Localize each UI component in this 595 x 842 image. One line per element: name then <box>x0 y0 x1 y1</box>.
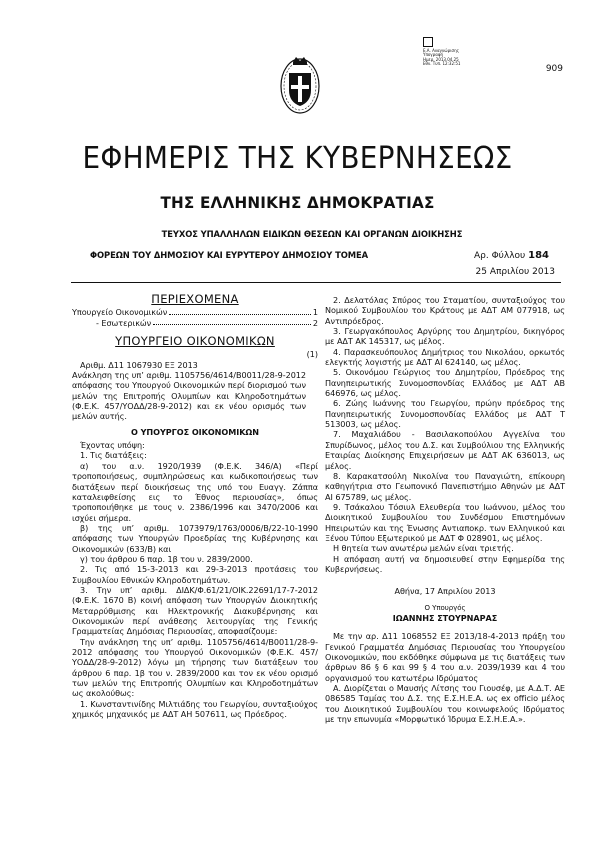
sheet-label: Αρ. Φύλλου <box>474 251 526 261</box>
body-paragraph: α) του α.ν. 1920/1939 (Φ.Ε.Κ. 346/Α) «Περί τροποποιήσεως, συμπληρώσεως και κωδικοποιήσεως των διατάξεων περί διοικήσεως της υπό του Ευαγγ. Ζάππα καταλειφθείσης εις το Έθνος περιουσίας», όπως τροποποιήθηκε με τους ν. 2386/1996 και 3470/2006 και ισχύει σήμερα. <box>72 460 318 523</box>
signature-name: ΙΩΑΝΝΗΣ ΣΤΟΥΡΝΑΡΑΣ <box>392 612 498 623</box>
toc-title: ΠΕΡΙΕΧΟΜΕΝΑ <box>151 292 239 306</box>
stamp-line: Ημερ. 2013.04.25 <box>423 56 459 62</box>
gazette-title: ΕΦΗΜΕΡΙΣ ΤΗΣ ΚΥΒΕΡΝΗΣΕΩΣ <box>82 141 513 176</box>
body-paragraph: 1. Τις διατάξεις: <box>80 450 147 461</box>
item-number: (1) <box>306 349 318 360</box>
body-paragraph: 1. Κωνσταντινίδης Μιλτιάδης του Γεωργίου, συνταξιούχος χημικός μηχανικός με ΑΔΤ ΑΗ 507611, ως Πρόεδρος. <box>72 698 318 720</box>
decision-description: Ανάκληση της υπ’ αριθμ. 1105756/4614/Β0011/28-9-2012 απόφασης του Υπουργού Οικονομικών περί διορισμού των μελών της Επιτροπής Ολυμπίων και Κληροδοτημάτων (Φ.Ε.Κ. 457/ΥΟΔΔ/28-9-2012) και εκ νέου ορισμός των μελών αυτής. <box>72 370 306 422</box>
body-paragraph: 3. Την υπ’ αριθμ. ΔΙΔΚ/Φ.61/21/ΟΙΚ.22691/17-7-2012 (Φ.Ε.Κ. 1670 Β) κοινή απόφαση των Υπουργών Διοικητικής Μεταρρύθμισης και Ηλεκτρονικής Διακυβέρνησης και Οικονομικών περί ανάθεσης λειτουργίας της Γενικής Γραμματείας Δημόσιας Περιουσίας, αποφασίζουμε: <box>72 584 318 637</box>
stamp-line: Εθν. Τυπ. 12:32:51 <box>423 61 461 67</box>
qr-icon <box>423 37 433 47</box>
left-column <box>72 294 318 719</box>
minister-heading: Ο ΥΠΟΥΡΓΟΣ ΟΙΚΟΝΟΜΙΚΩΝ <box>131 426 259 437</box>
member-entry: 2. Δελατόλας Σπύρος του Σταματίου, συνταξιούχος του Νομικού Συμβουλίου του Κράτους με ΑΔΤ ΑΜ 077918, ως Αντιπρόεδρος. <box>325 295 565 326</box>
body-paragraph: γ) του άρθρου 6 παρ. 1β του ν. 2839/2000. <box>80 553 253 564</box>
body-paragraph: Η απόφαση αυτή να δημοσιευθεί στην Εφημερίδα της Κυβερνήσεως. <box>325 553 565 574</box>
issue-type-line1: ΤΕΥΧΟΣ ΥΠΑΛΛΗΛΩΝ ΕΙΔΙΚΩΝ ΘΕΣΕΩΝ ΚΑΙ ΟΡΓΑΝΩΝ ΔΙΟΙΚΗΣΗΣ <box>161 229 463 239</box>
sheet-value: 184 <box>528 250 549 261</box>
digital-signature-stamp <box>423 37 461 69</box>
ministry-heading: ΥΠΟΥΡΓΕΙΟ ΟΙΚΟΝΟΜΙΚΩΝ <box>115 334 275 349</box>
member-entry: 9. Τσάκαλου Τόσιυλ Ελευθερία του Ιωάννου, μέλος του Διοικητικού Συμβουλίου του Συνδέσμου Επιστημόνων Ηπειρωτών και της Ένωσης Αντιαποκρ. των Ελληνικού και Ξένου Τύπου Εξωτερικού με ΑΔΤ Φ 028901, ως μέλος. <box>325 501 565 543</box>
toc-entry[interactable]: - Εσωτερικών 2 <box>96 317 318 328</box>
member-entry: 6. Ζώης Ιωάννης του Γεωργίου, πρώην πρόεδρος της Πανηπειρωτικής Συνομοσπονδίας Ελλάδος με ΑΔΤ Τ 513003, ως μέλος. <box>325 398 565 430</box>
page-number: 909 <box>545 64 563 74</box>
toc-entry[interactable]: Υπουργείο Οικονομικών 1 <box>72 307 318 318</box>
body-paragraph: Την ανάκληση της υπ’ αριθμ. 1105756/4614/Β0011/28-9-2012 απόφασης του Υπουργού Οικονομικών (Φ.Ε.Κ. 457/ΥΟΔΔ/28-9-2012) λόγω μη τήρησης των διατάξεων του άρθρου 6 παρ. 1β του ν. 2839/2000 και τον εκ νέου ορισμό των μελών της Επιτροπής Ολυμπίων και Κληροδοτημάτων ως ακολούθως: <box>72 636 318 699</box>
signature-date: Αθήνα, 17 Απριλίου 2013 <box>394 586 496 597</box>
body-paragraph: Με την αρ. Δ11 1068552 ΕΞ 2013/18-4-2013 πράξη του Γενικού Γραμματέα Δημόσιας Περιουσίας του Υπουργείου Οικονομικών, που εκδόθηκε σύμφωνα με τις διατάξεις των άρθρων 86 § 6 και 99 § 4 του α.ν. 2039/1939 και 4 του οργανισμού του κατωτέρω Ιδρύματος <box>325 631 565 683</box>
member-entry: 5. Οικονόμου Γεώργιος του Δημητρίου, Πρόεδρος της Πανηπειρωτικής Συνομοσπονδίας Ελλάδος με ΑΔΤ ΑΒ 646976, ως μέλος. <box>325 367 565 399</box>
member-entry: 8. Καρακατσούλη Νικολίνα του Παναγιώτη, επίκουρη καθηγήτρια στο Γεωπονικό Πανεπιστήμιο Αθηνών με ΑΔΤ ΑΙ 675789, ως μέλος. <box>325 470 565 502</box>
body-paragraph: Α. Διορίζεται ο Μαυσής Λίτσης του Γιουσέφ, με Α.Δ.Τ. ΑΕ 086585 Ταμίας του Δ.Σ. της Ε.Σ.Η.Ε.Α. ως ex officio μέλος του Διοικητικού Συμβουλίου του κοινωφελούς Ιδρύματος με την επωνυμία «Μορφωτικό Ίδρυμα Ε.Σ.Η.Ε.Α.». <box>325 683 565 725</box>
member-entry: 4. Παρασκευόπουλος Δημήτριος του Νικολάου, ορκωτός ελεγκτής λογιστής με ΑΔΤ ΑΙ 624140, ως μέλος. <box>325 346 565 368</box>
republic-subtitle: ΤΗΣ ΕΛΛΗΝΙΚΗΣ ΔΗΜΟΚΡΑΤΙΑΣ <box>160 193 435 212</box>
member-entry: 7. Μαχαλιάδου - Βασιλακοπούλου Αγγελίνα του Σπυρίδωνος, μέλος του Δ.Σ. και Συμβούλιου της Ελληνικής Εταιρίας Διοίκησης Επιχειρήσεων με ΑΔΤ ΑΚ 636013, ως μέλος. <box>325 429 565 471</box>
body-paragraph: Η θητεία των ανωτέρω μελών είναι τριετής. <box>333 543 514 554</box>
signature-role: Ο Υπουργός <box>424 603 466 612</box>
issue-type-line2: ΦΟΡΕΩΝ ΤΟΥ ΔΗΜΟΣΙΟΥ ΚΑΙ ΕΥΡΥΤΕΡΟΥ ΔΗΜΟΣΙΟΥ ΤΟΜΕΑ <box>90 250 368 260</box>
body-paragraph: β) της υπ’ αριθμ. 1073979/1763/0006/Β/22-10-1990 απόφασης των Υπουργών Προεδρίας της Κυβέρνησης και Οικονομικών (633/Β) και <box>72 522 318 554</box>
header-divider <box>71 282 561 283</box>
body-paragraph: Έχοντας υπόψη: <box>80 440 145 451</box>
stamp-line: Υπογραφή <box>423 52 444 58</box>
stamp-line: Ε.Α. Αναγνώρισης <box>423 47 459 53</box>
decision-number: Αριθμ. Δ11 1067930 ΕΞ 2013 <box>80 359 198 370</box>
greek-coat-of-arms-icon <box>280 52 320 114</box>
issue-date: 25 Απριλίου 2013 <box>475 267 555 277</box>
body-paragraph: 2. Τις από 15-3-2013 και 29-3-2013 προτάσεις του Συμβουλίου Εθνικών Κληροδοτημάτων. <box>72 564 318 585</box>
member-entry: 3. Γεωργακόπουλος Αργύρης του Δημητρίου, δικηγόρος με ΑΔΤ ΑΚ 145317, ως μέλος. <box>325 326 565 347</box>
sheet-number <box>474 250 549 261</box>
right-column <box>325 295 565 724</box>
